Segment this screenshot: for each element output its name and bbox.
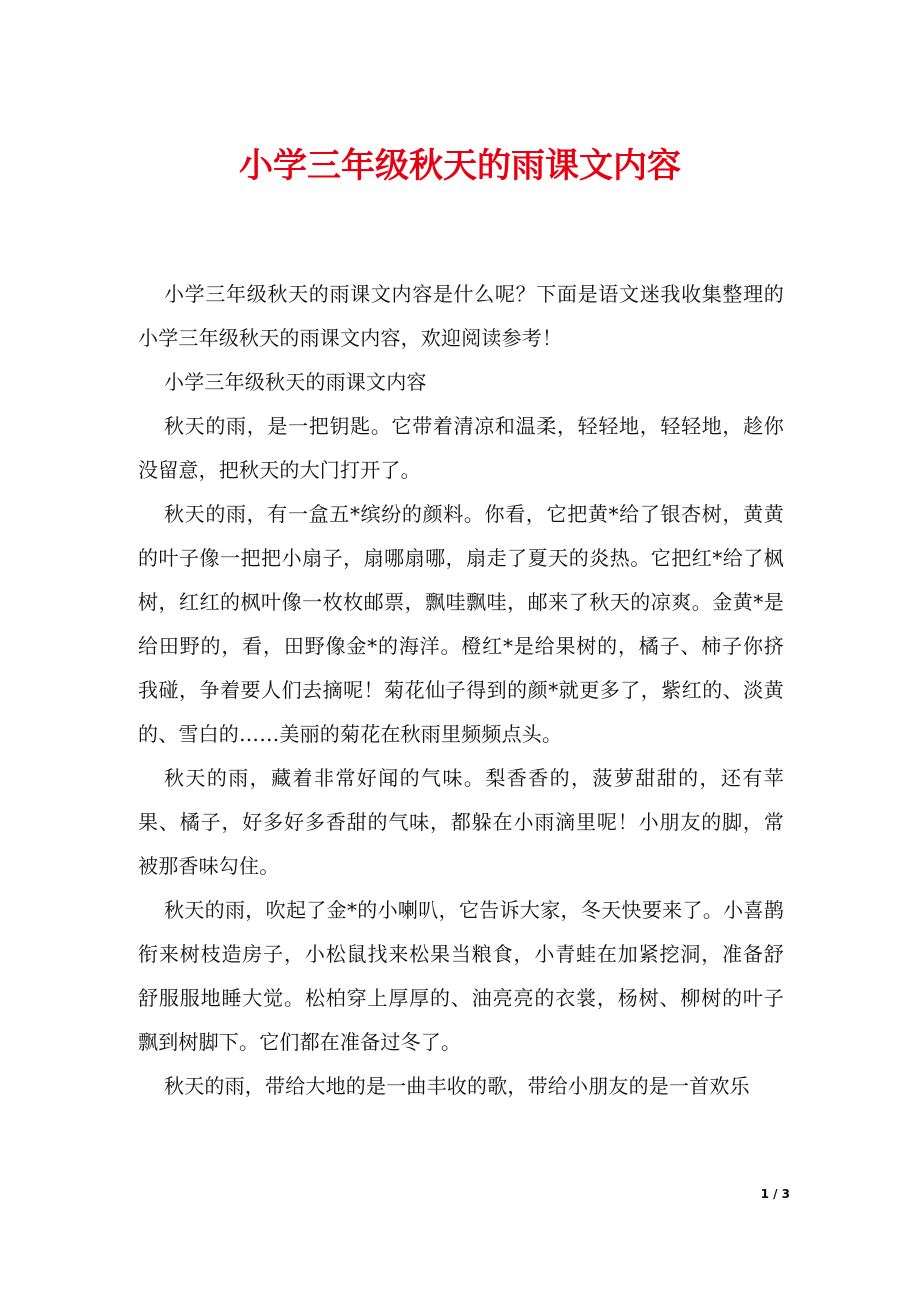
paragraph-harvest: 秋天的雨，带给大地的是一曲丰收的歌，带给小朋友的是一首欢乐 xyxy=(164,1074,750,1098)
paragraph-subtitle: 小学三年级秋天的雨课文内容 xyxy=(164,370,427,394)
paragraph-winter: 秋天的雨，吹起了金*的小喇叭，它告诉大家，冬天快要来了。小喜鹊衔来树枝造房子，小松鼠找来松果当粮食，小青蛙在加紧挖洞，准备舒舒服服地睡大觉。松柏穿上厚厚的、油亮亮的衣裳，杨树、柳树的叶子飘到树脚下。它们都在准备过冬了。 xyxy=(138,898,784,1054)
document-title: 小学三年级秋天的雨课文内容 xyxy=(239,146,681,186)
paragraph-intro: 小学三年级秋天的雨课文内容是什么呢？下面是语文迷我收集整理的小学三年级秋天的雨课文内容，欢迎阅读参考！ xyxy=(138,282,784,350)
paragraph-smell: 秋天的雨，藏着非常好闻的气味。梨香香的，菠萝甜甜的，还有苹果、橘子，好多好多香甜的气味，都躲在小雨滴里呢！小朋友的脚，常被那香味勾住。 xyxy=(138,766,784,878)
paragraph-key: 秋天的雨，是一把钥匙。它带着清凉和温柔，轻轻地，轻轻地，趁你没留意，把秋天的大门打开了。 xyxy=(138,414,784,482)
paragraph-colors: 秋天的雨，有一盒五*缤纷的颜料。你看，它把黄*给了银杏树，黄黄的叶子像一把把小扇子，扇哪扇哪，扇走了夏天的炎热。它把红*给了枫树，红红的枫叶像一枚枚邮票，飘哇飘哇，邮来了秋天的凉爽。金黄*是给田野的，看，田野像金*的海洋。橙红*是给果树的，橘子、柿子你挤我碰，争着要人们去摘呢！菊花仙子得到的颜*就更多了，紫红的、淡黄的、雪白的……美丽的菊花在秋雨里频频点头。 xyxy=(138,502,784,746)
document-body xyxy=(138,272,784,1108)
page-number: 1 / 3 xyxy=(760,1187,790,1201)
